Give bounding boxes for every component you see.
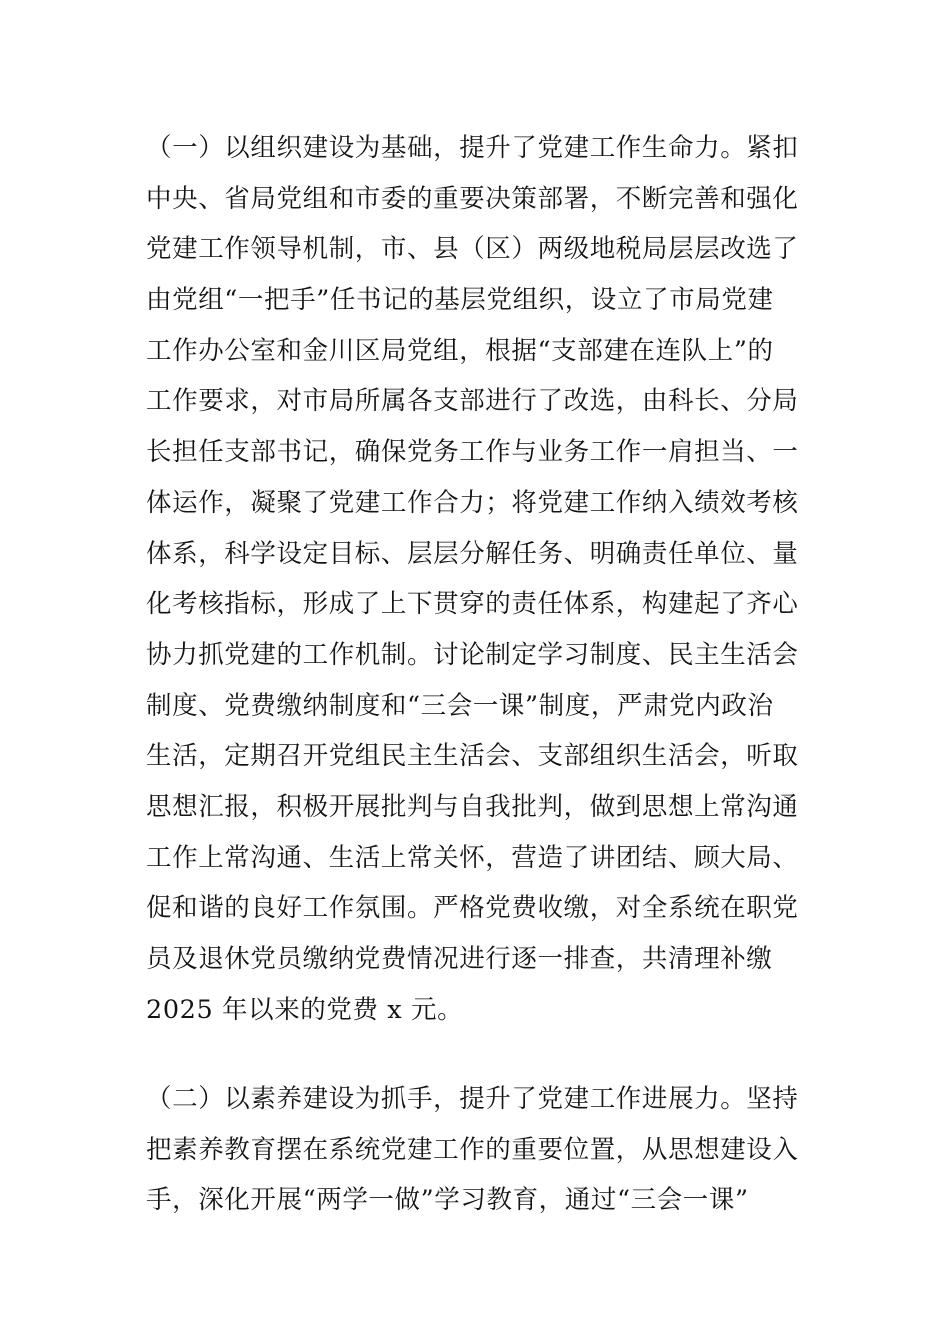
text-line: 员及退休党员缴纳党费情况进行逐一排查，共清理补缴 [146,944,773,974]
text-line: 化考核指标，形成了上下贯穿的责任体系，构建起了齐心 [146,589,799,620]
text-line: 中央、省局党组和市委的重要决策部署，不断完善和强化 [146,183,799,214]
paragraph-2 [146,1074,816,1226]
text-line: 由党组“一把手”任书记的基层党组织，设立了市局党建 [146,285,774,316]
text-line: 工作办公室和金川区局党组，根据“支部建在连队上”的 [146,335,774,366]
text-line: 手，深化开展“两学一做”学习教育，通过“三会一课” [146,1185,749,1216]
text-line: 体系，科学设定目标、层层分解任务、明确责任单位、量 [146,538,799,569]
text-line: 工作要求，对市局所属各支部进行了改选，由科长、分局 [146,386,799,417]
text-line: 体运作，凝聚了党建工作合力；将党建工作纳入绩效考核 [146,487,799,518]
text-line: 制度、党费缴纳制度和“三会一课”制度，严肃党内政治 [146,690,774,721]
text-line: 2025 年以来的党费 x 元。 [146,994,464,1025]
text-line: 党建工作领导机制，市、县（区）两级地税局层层改选了 [146,234,799,265]
text-line: （一）以组织建设为基础，提升了党建工作生命力。紧扣 [146,133,799,163]
text-line: 长担任支部书记，确保党务工作与业务工作一肩担当、一 [146,437,799,468]
text-line: 协力抓党建的工作机制。讨论制定学习制度、民主生活会 [146,639,799,670]
paragraph-1 [146,123,816,1035]
text-line: 促和谐的良好工作氛围。严格党费收缴，对全系统在职党 [146,893,799,924]
text-line: （二）以素养建设为抓手，提升了党建工作进展力。坚持 [146,1084,799,1114]
text-line: 工作上常沟通、生活上常关怀，营造了讲团结、顾大局、 [146,842,799,873]
text-line: 生活，定期召开党组民主生活会、支部组织生活会，听取 [146,741,799,772]
text-line: 把素养教育摆在系统党建工作的重要位置，从思想建设入 [146,1134,799,1165]
text-line: 思想汇报，积极开展批判与自我批判，做到思想上常沟通 [146,791,799,822]
